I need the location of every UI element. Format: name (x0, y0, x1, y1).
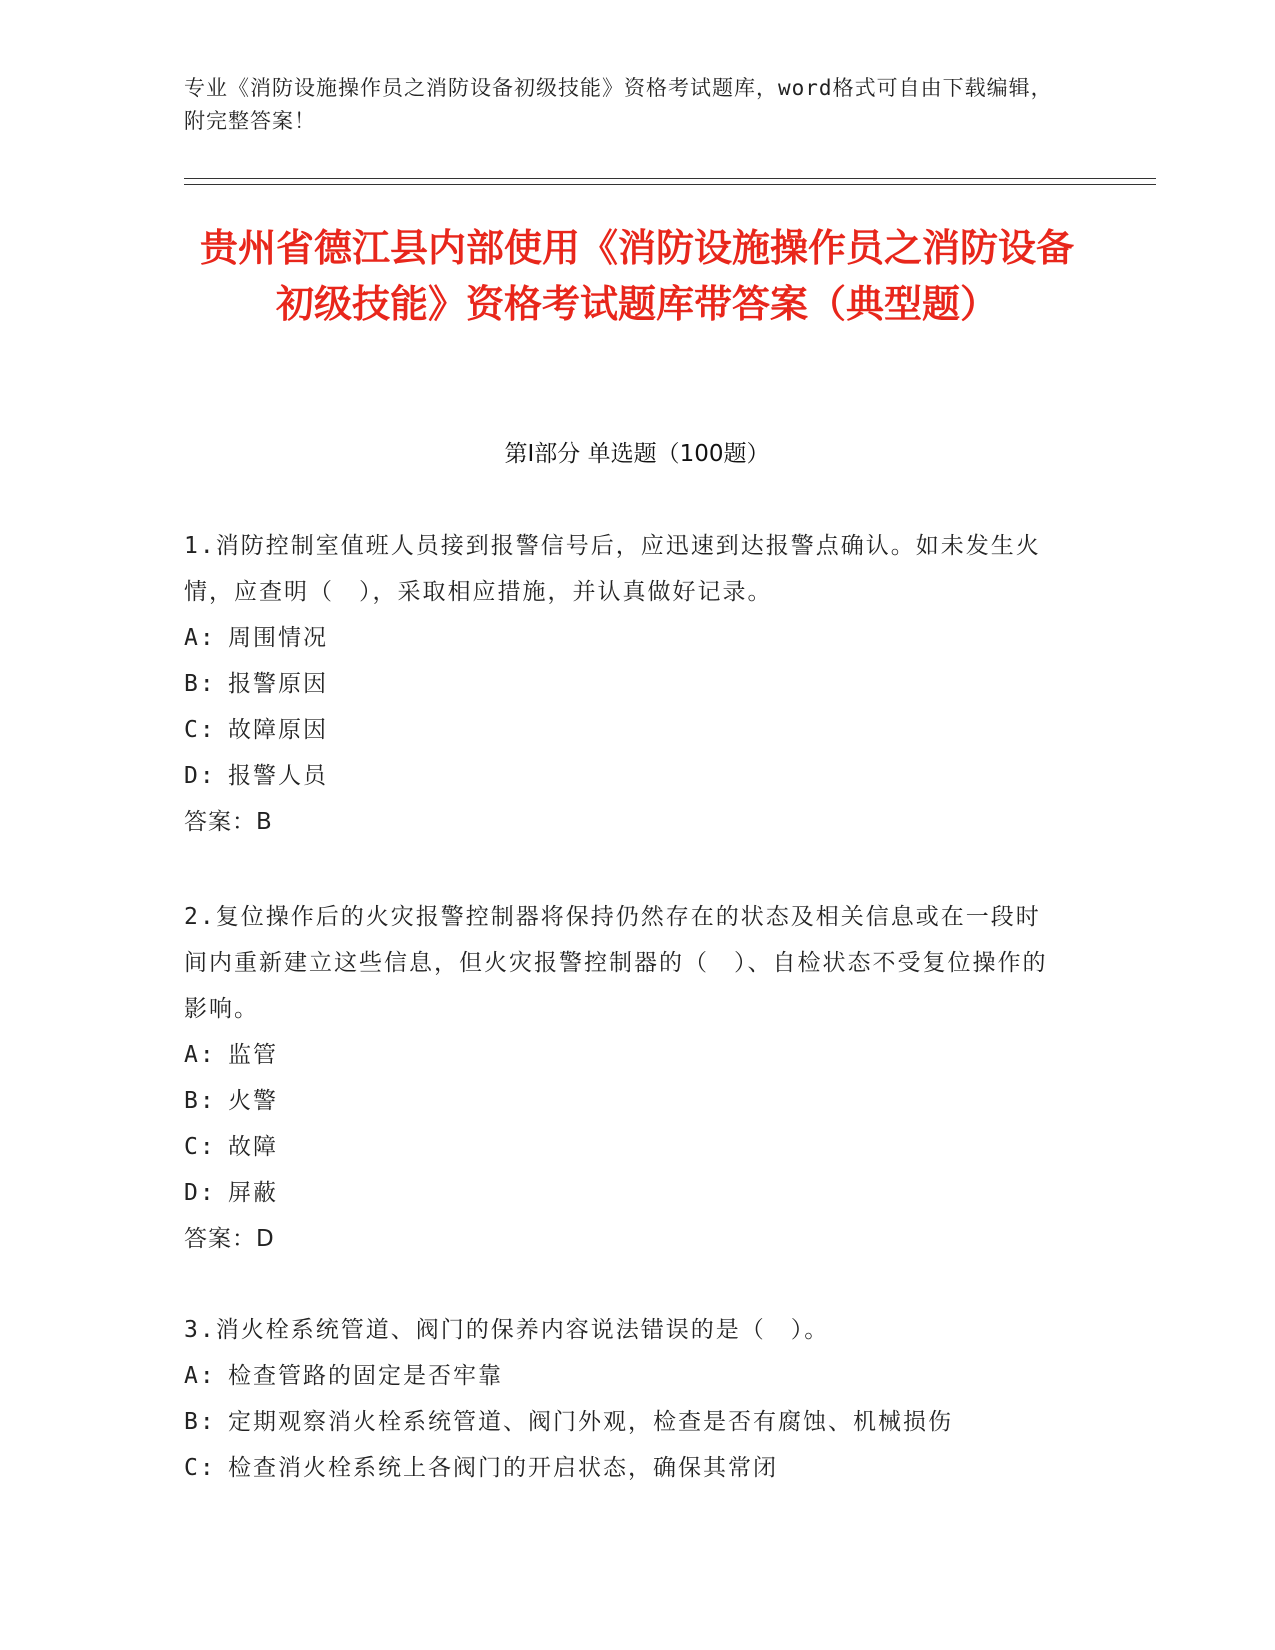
question-stem: 1.消防控制室值班人员接到报警信号后，应迅速到达报警点确认。如未发生火情，应查明（ ），采取相应措施，并认真做好记录。 (184, 533, 1041, 605)
option-c (184, 1124, 1064, 1170)
section-title: 第Ⅰ部分 单选题（100题） (504, 441, 770, 467)
option-a (184, 1353, 1064, 1399)
option-text: 屏蔽 (228, 1180, 278, 1206)
option-letter: A: (184, 1363, 216, 1389)
answer: 答案：B (184, 809, 273, 835)
option-d (184, 1170, 1064, 1216)
option-text: 检查消火栓系统上各阀门的开启状态，确保其常闭 (228, 1455, 778, 1481)
option-letter: B: (184, 1409, 216, 1435)
question-stem: 2.复位操作后的火灾报警控制器将保持仍然存在的状态及相关信息或在一段时间内重新建立这些信息，但火灾报警控制器的（ ）、自检状态不受复位操作的影响。 (184, 904, 1048, 1022)
document-title: 贵州省德江县内部使用《消防设施操作员之消防设备初级技能》资格考试题库带答案（典型题） (199, 226, 1074, 326)
option-text: 报警原因 (228, 671, 328, 697)
question-2 (184, 894, 1064, 1262)
option-letter: B: (184, 671, 216, 697)
option-letter: C: (184, 1455, 216, 1481)
question-3 (184, 1307, 1064, 1491)
option-text: 报警人员 (228, 763, 328, 789)
option-letter: D: (184, 1180, 216, 1206)
option-letter: C: (184, 717, 216, 743)
option-c (184, 707, 1064, 753)
option-letter: D: (184, 763, 216, 789)
question-1 (184, 523, 1064, 845)
option-b (184, 661, 1064, 707)
option-c (184, 1445, 1064, 1491)
header-note: 专业《消防设施操作员之消防设备初级技能》资格考试题库，word格式可自由下载编辑，附完整答案！ (184, 76, 1053, 133)
question-stem: 3.消火栓系统管道、阀门的保养内容说法错误的是（ ）。 (184, 1317, 830, 1343)
option-letter: B: (184, 1088, 216, 1114)
header-divider-top (184, 178, 1156, 179)
option-text: 故障原因 (228, 717, 328, 743)
option-text: 检查管路的固定是否牢靠 (228, 1363, 503, 1389)
option-b (184, 1078, 1064, 1124)
option-b (184, 1399, 1064, 1445)
option-text: 定期观察消火栓系统管道、阀门外观，检查是否有腐蚀、机械损伤 (228, 1409, 953, 1435)
option-letter: A: (184, 1042, 216, 1068)
option-text: 故障 (228, 1134, 278, 1160)
header-divider-bottom (184, 184, 1156, 185)
option-text: 火警 (228, 1088, 278, 1114)
answer: 答案：D (184, 1226, 275, 1252)
option-letter: C: (184, 1134, 216, 1160)
option-a (184, 1032, 1064, 1078)
option-text: 监管 (228, 1042, 278, 1068)
option-letter: A: (184, 625, 216, 651)
option-text: 周围情况 (228, 625, 328, 651)
option-a (184, 615, 1064, 661)
option-d (184, 753, 1064, 799)
